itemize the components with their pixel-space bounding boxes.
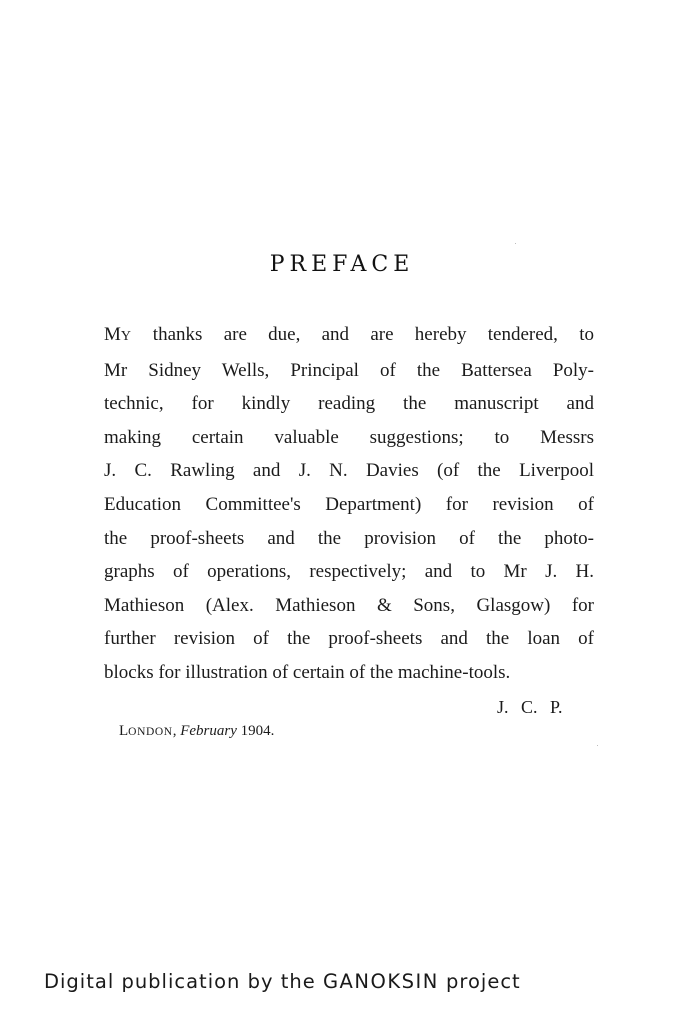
small-caps-rest: Y: [120, 329, 132, 344]
scan-speck: [597, 745, 598, 746]
preface-line-8: graphs of operations, respectively; and to Mr J. H.: [104, 561, 594, 583]
preface-line-7: the proof-sheets and the provision of the photo-: [104, 527, 594, 549]
footer-suffix: project: [438, 970, 521, 993]
date-year: 1904.: [236, 723, 275, 739]
preface-line-10: further revision of the proof-sheets and the loan of: [104, 628, 594, 650]
drop-initial: M: [104, 324, 121, 345]
publication-footer: [44, 970, 521, 993]
preface-line-1: [104, 318, 594, 354]
place-initial: L: [119, 723, 129, 739]
preface-body: [104, 318, 594, 690]
date-month: February: [180, 723, 237, 739]
preface-line-2: Mr Sidney Wells, Principal of the Battersea Poly-: [104, 359, 594, 381]
preface-line-5: J. C. Rawling and J. N. Davies (of the Liverpool: [104, 460, 594, 482]
preface-line-4: making certain valuable suggestions; to Messrs: [104, 426, 594, 448]
preface-line-1-text: thanks are due, and are hereby tendered, to: [131, 324, 594, 345]
preface-line-9: Mathieson (Alex. Mathieson & Sons, Glasgow) for: [104, 594, 594, 616]
author-initials: J. C. P.: [497, 697, 563, 717]
preface-line-6: Education Committee's Department) for revision of: [104, 493, 594, 515]
scan-speck: [515, 243, 516, 244]
place-small-caps: ONDON: [128, 726, 173, 738]
preface-line-11: blocks for illustration of certain of the machine-tools.: [104, 661, 511, 683]
preface-line-3: technic, for kindly reading the manuscript and: [104, 393, 594, 415]
place-separator: ,: [172, 723, 181, 739]
footer-brand: GANOKSIN: [322, 970, 439, 993]
page-title: PREFACE: [269, 252, 415, 277]
footer-prefix: Digital publication by the: [44, 970, 323, 993]
place-date: [119, 723, 274, 740]
